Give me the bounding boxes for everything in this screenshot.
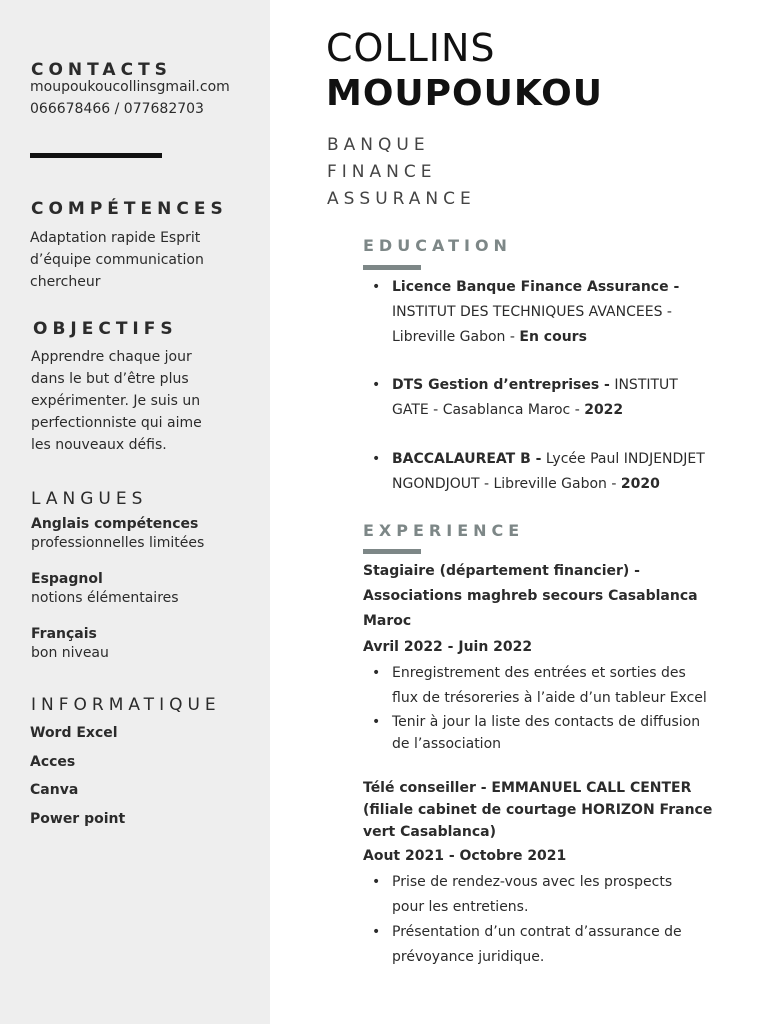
langue-level: professionnelles limitées: [31, 535, 205, 551]
contact-email: moupoukoucollinsgmail.com: [30, 79, 230, 95]
job-title-line: vert Casablanca): [363, 824, 496, 840]
job-bullet: [392, 711, 737, 755]
competences-text: [30, 227, 204, 293]
langue-level: bon niveau: [31, 645, 109, 661]
education-school: INSTITUT DES TECHNIQUES AVANCEES -: [392, 304, 672, 320]
objectifs-line: perfectionniste qui aime: [31, 415, 202, 431]
job-title-line: Associations maghreb secours Casablanca: [363, 588, 698, 604]
job-title-line: (filiale cabinet de courtage HORIZON France: [363, 802, 713, 818]
objectifs-text: [31, 346, 202, 456]
informatique-item: Canva: [30, 782, 79, 798]
job-bullets: [392, 661, 737, 755]
langue-item: [31, 570, 179, 608]
competences-line: chercheur: [30, 274, 101, 290]
job-title-line: Maroc: [363, 613, 412, 629]
informatique-item: Word Excel: [30, 725, 118, 741]
langue-name: Anglais compétences: [31, 516, 199, 532]
contacts-divider: [30, 153, 162, 158]
education-location: Libreville Gabon -: [392, 329, 520, 345]
informatique-item: Power point: [30, 810, 126, 827]
tagline-line: FINANCE: [327, 162, 437, 182]
objectifs-line: dans le but d’être plus: [31, 371, 189, 387]
informatique-item: Acces: [30, 753, 76, 770]
tagline: [327, 132, 476, 213]
first-name: COLLINS: [326, 26, 496, 70]
last-name: MOUPOUKOU: [326, 73, 603, 114]
education-item: [392, 275, 732, 350]
education-year: 2020: [620, 476, 660, 492]
job-bullet: [392, 661, 737, 711]
job-title-line: Télé conseiller - EMMANUEL CALL CENTER: [363, 780, 692, 796]
job-bullet-line: • Enregistrement des entrées et sorties des: [392, 665, 686, 681]
degree-title: Licence Banque Finance Assurance -: [392, 279, 680, 295]
job-dates: Aout 2021 - Octobre 2021: [363, 848, 567, 864]
education-list: [392, 275, 732, 350]
competences-line: Adaptation rapide Esprit: [30, 230, 201, 246]
job-bullet-line: • Prise de rendez-vous avec les prospects: [392, 874, 673, 890]
education-heading: EDUCATION: [363, 236, 512, 255]
education-item: [392, 373, 732, 423]
objectifs-line: les nouveaux défis.: [31, 437, 167, 453]
contact-phones: 066678466 / 077682703: [30, 101, 204, 117]
job-bullet-line: prévoyance juridique.: [392, 949, 545, 965]
education-list: [392, 373, 732, 423]
education-item: [392, 447, 732, 497]
experience-divider: [363, 549, 421, 554]
job-dates: Avril 2022 - Juin 2022: [363, 639, 533, 655]
job-title: [363, 559, 743, 634]
objectifs-heading: OBJECTIFS: [33, 319, 178, 339]
contacts-heading: CONTACTS: [31, 60, 172, 80]
langue-name: Espagnol: [31, 571, 103, 587]
job-bullet-line: • Présentation d’un contrat d’assurance de: [392, 924, 682, 940]
education-school: Lycée Paul INDJENDJET: [541, 451, 705, 467]
tagline-line: BANQUE: [327, 135, 430, 155]
objectifs-line: Apprendre chaque jour: [31, 349, 192, 365]
education-location: GATE - Casablanca Maroc -: [392, 402, 585, 418]
job-bullet-line: • Tenir à jour la liste des contacts de diffusion: [392, 714, 701, 730]
objectifs-line: expérimenter. Je suis un: [31, 393, 201, 409]
job-title: [363, 777, 753, 843]
education-divider: [363, 265, 421, 270]
job-bullet-line: flux de trésoreries à l’aide d’un tableur Excel: [392, 690, 707, 706]
education-school: INSTITUT: [609, 377, 678, 393]
education-year: 2022: [584, 402, 624, 418]
degree-title: BACCALAUREAT B -: [392, 451, 542, 467]
job-bullet: [392, 920, 737, 970]
langues-heading: LANGUES: [31, 489, 148, 509]
langue-level: notions élémentaires: [31, 590, 179, 606]
langue-name: Français: [31, 626, 97, 642]
langue-item: [31, 515, 204, 553]
education-location: NGONDJOUT - Libreville Gabon -: [392, 476, 621, 492]
education-status: En cours: [519, 329, 587, 345]
job-title-line: Stagiaire (département financier) -: [363, 563, 640, 579]
langue-item: [31, 625, 109, 663]
tagline-line: ASSURANCE: [327, 189, 476, 209]
informatique-heading: INFORMATIQUE: [31, 695, 221, 715]
job-bullet-line: de l’association: [392, 736, 502, 752]
job-bullets: [392, 870, 737, 970]
job-bullet: [392, 870, 737, 920]
education-list: [392, 447, 732, 497]
competences-heading: COMPÉTENCES: [31, 199, 228, 219]
competences-line: d’équipe communication: [30, 252, 204, 268]
job-bullet-line: pour les entretiens.: [392, 899, 529, 915]
experience-heading: EXPERIENCE: [363, 521, 525, 540]
degree-title: DTS Gestion d’entreprises -: [392, 377, 610, 393]
informatique-list: [30, 719, 125, 833]
